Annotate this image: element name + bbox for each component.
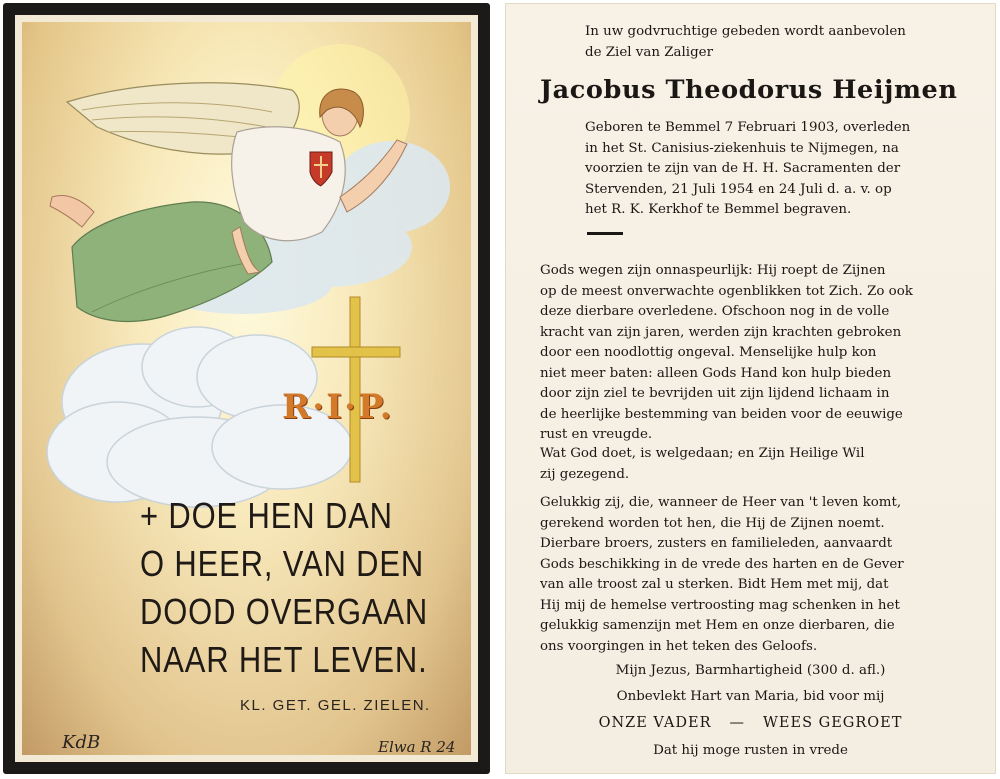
card-front-frame [15,15,478,762]
card-front-illustration [22,22,471,755]
rip-inscription: R·I·P. [282,387,394,427]
memorial-card-back [505,3,996,774]
text-line: door een noodlottig ongeval. Menselijke hulp kon [540,345,877,360]
paragraph-gods-ways [540,261,975,446]
birth-death-text [585,118,975,221]
prayer-hail-mary: WEES GEGROET [763,715,903,731]
closing-rest-in-peace: Dat hij moge rusten in vrede [653,743,848,758]
text-line: kracht van zijn jaren, werden zijn krachten gebroken [540,324,902,340]
text-line: Geboren te Bemmel 7 Februari 1903, overleden [585,120,911,135]
paragraph-family [540,534,975,657]
text-line: Wat God doet, is welgedaan; en Zijn Heilige Wil [540,446,865,461]
text-line: niet meer baten: alleen Gods Hand kon hulp bieden [540,365,892,381]
indulgence-credit: KL. GET. GEL. ZIELEN. [240,697,431,714]
angel-tunic [232,127,346,241]
verse-line: DOOD OVERGAAN [140,591,429,632]
paragraph-gods-will [540,444,975,485]
text-line: de heerlijke bestemming van beiden voor de eeuwige [540,406,903,422]
text-line: in het St. Canisius-ziekenhuis te Nijmegen, na [585,140,899,156]
text-line: op de meest onverwachte ogenblikken tot Zich. Zo ook [540,283,913,299]
text-line: van alle troost zal u sterken. Bidt Hem met mij, dat [540,577,889,592]
text-line: Gods beschikking in de vrede des harten en de Gever [540,556,904,572]
text-line: rust en vreugde. [540,427,653,442]
text-line: Hij mij de hemelse vertroosting mag schenken in het [540,597,900,613]
text-line: Stervenden, 21 Juli 1954 en 24 Juli d. a. v. op [585,181,892,197]
header-line: In uw godvruchtige gebeden wordt aanbevolen [585,24,906,39]
prayer-separator: — [729,715,745,731]
prayer-heart-of-mary: Onbevlekt Hart van Maria, bid voor mij [616,689,885,704]
text-line: ons voorgingen in het teken des Geloofs. [540,638,818,654]
text-line: Dierbare broers, zusters en familieleden, aanvaardt [540,536,893,551]
text-line: deze dierbare overledene. Ofschoon nog in de volle [540,304,890,319]
verse-line: NAAR HET LEVEN. [140,639,428,680]
prayer-mercy: Mijn Jezus, Barmhartigheid (300 d. afl.) [615,663,886,678]
divider-rule [587,232,623,235]
prayer-titles [505,715,996,731]
text-line: het R. K. Kerkhof te Bemmel begraven. [585,202,852,217]
angel-foot [50,195,94,227]
deceased-name: Jacobus Theodorus Heijmen [540,75,958,105]
prayer-our-father: ONZE VADER [598,715,712,731]
text-line: door zijn ziel te bevrijden uit zijn lijdend lichaam in [540,386,890,401]
text-line: zij gezegend. [540,466,630,482]
header-line: de Ziel van Zaliger [585,45,713,60]
text-line: gelukkig samenzijn met Hem en onze dierbaren, die [540,618,895,633]
verse-block [140,492,450,684]
paragraph-blessed [540,493,975,534]
text-line: Gelukkig zij, die, wanneer de Heer van 't leven komt, [540,495,902,510]
memorial-card-front [3,3,490,774]
verse-line: O HEER, VAN DEN [140,543,425,584]
text-line: voorzien te zijn van de H. H. Sacramenten der [585,161,901,176]
text-line: gerekend worden tot hen, die Hij de Zijnen noemt. [540,515,885,531]
artist-monogram: KdB [62,732,101,753]
text-line: Gods wegen zijn onnaspeurlijk: Hij roept de Zijnen [540,263,886,278]
series-code: Elwa R 24 [378,738,456,755]
verse-line: + DOE HEN DAN [140,495,393,536]
